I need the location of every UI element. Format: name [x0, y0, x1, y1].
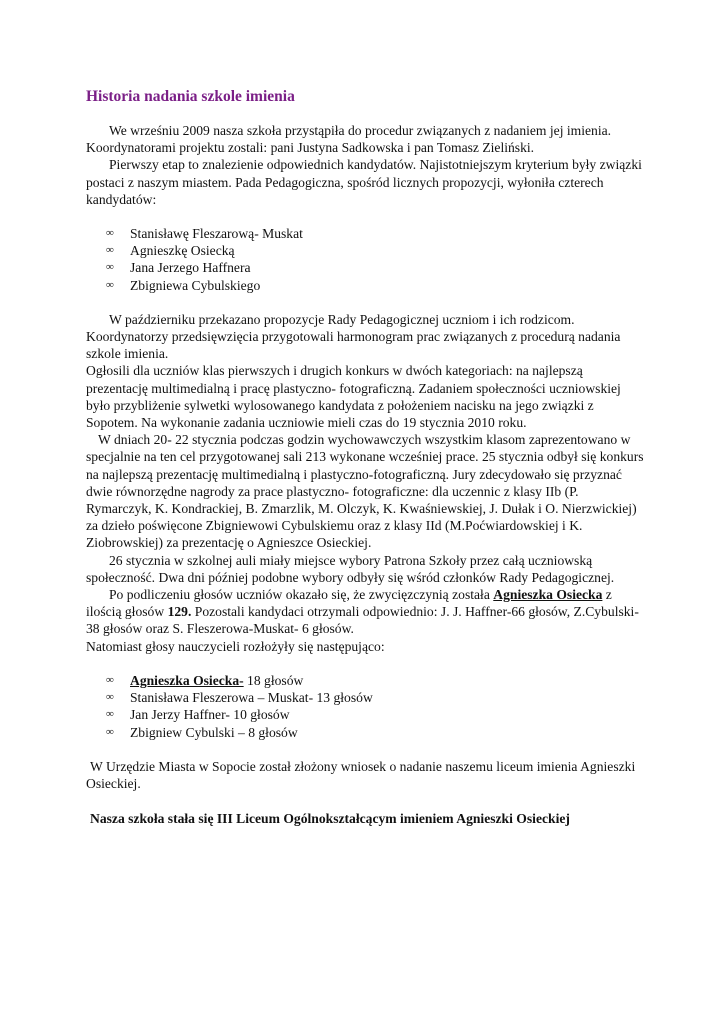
- infinity-bullet-icon: ∞: [106, 227, 114, 240]
- infinity-bullet-icon: ∞: [106, 673, 114, 686]
- candidate-list: [86, 225, 646, 294]
- paragraph-teachers-intro: Natomiast głosy nauczycieli rozłożyły się następująco:: [86, 638, 385, 654]
- winner-votes: 129.: [167, 604, 192, 620]
- document-page: [86, 88, 646, 827]
- infinity-bullet-icon: ∞: [106, 708, 114, 721]
- winner-name: Agnieszka Osiecka: [493, 587, 603, 603]
- list-item: ∞ Agnieszka Osiecka- 18 głosów: [106, 672, 304, 688]
- paragraph-presentations: W dniach 20- 22 stycznia podczas godzin wychowawczych wszystkim klasom zaprezentowano w specjalnie na ten cel przygotowanej sali 213 wykonane wcześniej prace. 25 stycznia odbył się konkurs na najlepszą prezentację multimedialną i plastyczno-fotograficzną. Jury zdecydowało się przyznać dwie równorzędne nagrody za prace plastyczno- fotograficzne: dla uczennic z klasy IIb (P. Rymarczyk, K. Kondrackiej, B. Zmarzlik, M. Olczyk, K. Kwaśniewskiej, J. Dułak i O. Nierzwickiej) za dzieło poświęcone Zbigniewowi Cybulskiemu oraz z klasy IId (M.Poćwiardowskiej i K. Ziobrowskiej) za prezentację o Agnieszce Osieckiej.: [86, 432, 644, 551]
- infinity-bullet-icon: ∞: [106, 725, 114, 738]
- infinity-bullet-icon: ∞: [106, 278, 114, 291]
- paragraph-first-stage: Pierwszy etap to znalezienie odpowiednich kandydatów. Najistotniejszym kryterium były związki postaci z naszym miastem. Pada Pedagogiczna, spośród licznych propozycji, wyłoniła czterech kandydatów:: [86, 157, 642, 207]
- paragraph-coordinators: Koordynatorami projektu zostali: pani Justyna Sadkowska i pan Tomasz Zieliński.: [86, 140, 535, 156]
- infinity-bullet-icon: ∞: [106, 691, 114, 704]
- paragraph-intro: We wrześniu 2009 nasza szkoła przystąpiła do procedur związanych z nadaniem jej imienia.: [109, 123, 612, 138]
- list-item: ∞ Stanisława Fleszerowa – Muskat- 13 głosów: [106, 690, 373, 706]
- page-title: Historia nadania szkole imienia: [86, 88, 295, 105]
- infinity-bullet-icon: ∞: [106, 244, 114, 257]
- paragraph-elections: 26 stycznia w szkolnej auli miały miejsce wybory Patrona Szkoły przez całą uczniowską społeczność. Dwa dni później podobne wybory odbyły się wśród członków Rady Pedagogicznej.: [86, 552, 615, 585]
- list-item: ∞ Zbigniew Cybulski – 8 głosów: [106, 724, 298, 740]
- list-item: ∞ Jana Jerzego Haffnera: [106, 260, 251, 276]
- paragraph-results: Po podliczeniu głosów uczniów okazało się, że zwycięzczynią została Agnieszka Osiecka z ilością głosów 129. Pozostali kandydaci otrzymali odpowiednio: J. J. Haffner-66 głosów, Z.Cybulski-38 głosów oraz S. Fleszerowa-Muskat- 6 głosów.: [86, 587, 639, 637]
- paragraph-october: W październiku przekazano propozycje Rady Pedagogicznej uczniom i ich rodzicom.: [109, 311, 575, 327]
- paragraph-contest: Ogłosili dla uczniów klas pierwszych i drugich konkurs w dwóch kategoriach: na najlepszą prezentację multimedialną i pracę plastyczno- fotograficzną. Zadaniem społeczności uczniowskiej było przybliżenie sylwetki wylosowanego kandydata z położeniem nacisku na jego związki z Sopotem. Na wykonanie zadania uczniowie mieli czas do 19 stycznia 2010 roku.: [86, 363, 621, 431]
- paragraph-schedule: Koordynatorzy przedsięwzięcia przygotowali harmonogram prac związanych z procedurą nadania szkole imienia.: [86, 329, 621, 362]
- final-statement: Nasza szkoła stała się III Liceum Ogólnokształcącym imieniem Agnieszki Osieckiej: [90, 811, 570, 827]
- list-item: ∞ Stanisławę Fleszarową- Muskat: [106, 226, 303, 242]
- list-item: ∞ Jan Jerzy Haffner- 10 głosów: [106, 707, 290, 723]
- list-item: ∞ Agnieszkę Osiecką: [106, 243, 235, 259]
- infinity-bullet-icon: ∞: [106, 261, 114, 274]
- list-item: ∞ Zbigniewa Cybulskiego: [106, 277, 261, 293]
- paragraph-city-hall: W Urzędzie Miasta w Sopocie został złożony wniosek o nadanie naszemu liceum imienia Agnieszki Osieckiej.: [86, 758, 636, 791]
- teacher-votes-list: [86, 672, 646, 741]
